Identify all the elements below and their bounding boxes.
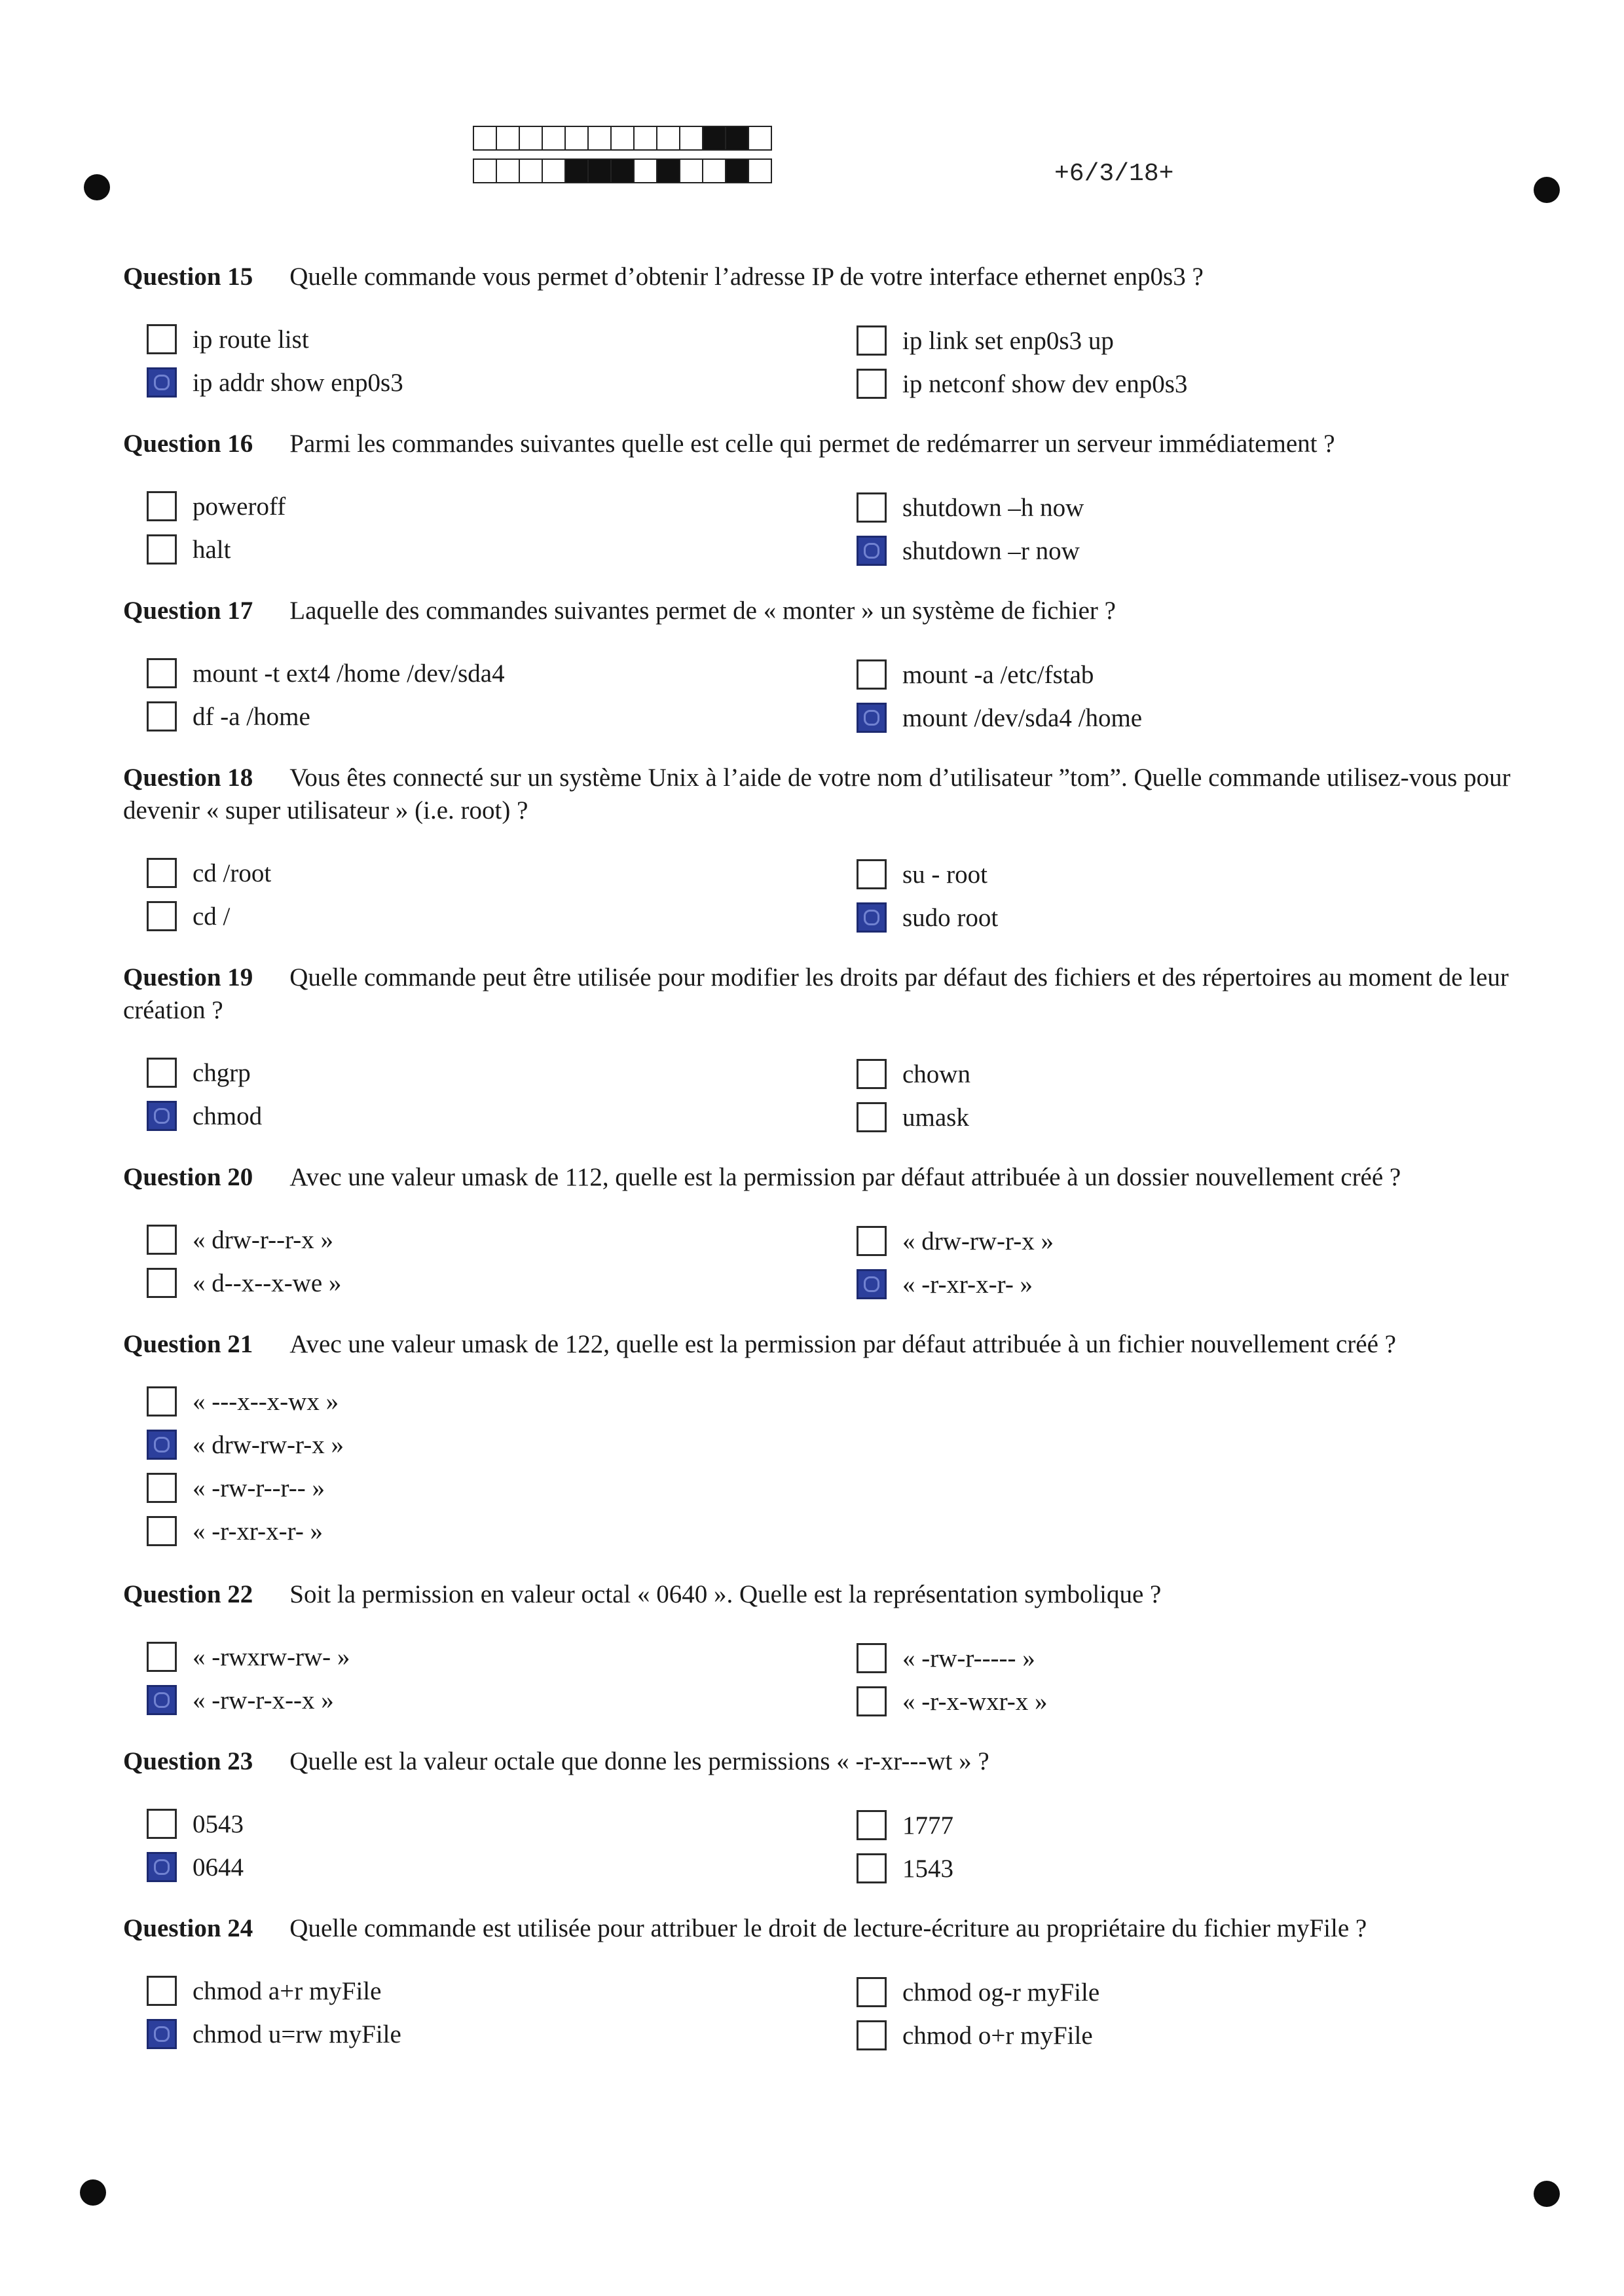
question-header [123,1328,1531,1361]
choice[interactable] [147,699,310,733]
checkbox[interactable] [857,1102,887,1132]
choice-label: mount -t ext4 /home /dev/sda4 [193,659,505,688]
choice-label: « -rwxrw-rw- » [193,1642,350,1671]
checkbox-checked[interactable] [857,703,887,733]
checkbox-checked[interactable] [147,1430,177,1460]
registration-mark-bottom-left [80,2179,106,2206]
checkbox[interactable] [147,1386,177,1416]
choice[interactable] [147,365,403,399]
choice-label: « drw-r--r-x » [193,1225,334,1254]
choice[interactable] [857,324,1114,358]
barcode-cell [496,158,520,183]
choice-label: 0644 [193,1853,244,1881]
question-header [123,261,1531,293]
barcode-cell [679,158,703,183]
choice[interactable] [857,1100,969,1134]
question-header [123,1745,1531,1778]
choice-label: « ---x--x-wx » [193,1387,339,1416]
question-16 [123,428,1531,568]
choice[interactable] [857,701,1142,735]
registration-mark-top-left [84,174,110,200]
barcode-cell [519,126,543,151]
choice-label: chmod u=rw myFile [193,2020,401,2048]
barcode-row-2 [474,158,772,183]
choice-label: shutdown –r now [902,536,1080,565]
choice-label: 0543 [193,1809,244,1838]
choice[interactable] [147,1384,339,1418]
choice-label: « -r-xr-x-r- » [902,1270,1033,1299]
checkbox-checked[interactable] [147,367,177,398]
choice-label: df -a /home [193,702,310,731]
choice-label: chown [902,1060,970,1088]
checkbox[interactable] [147,658,177,688]
choice[interactable] [147,856,271,890]
choice[interactable] [147,899,230,933]
barcode-row-1 [474,126,772,151]
question-24 [123,1912,1531,2052]
barcode-cell [564,126,589,151]
choice-label: mount /dev/sda4 /home [902,703,1143,732]
choice-label: umask [902,1103,969,1132]
choice-label: « -r-xr-x-r- » [193,1517,323,1546]
choice[interactable] [147,532,231,566]
question-text: Quelle commande vous permet d’obtenir l’adresse IP de votre interface ethernet enp0s3 ? [289,263,1204,291]
question-header [123,961,1531,1027]
barcode-cell [748,158,772,183]
question-text: Parmi les commandes suivantes quelle est celle qui permet de redémarrer un serveur immédiatement ? [289,430,1335,458]
choice[interactable] [857,1684,1048,1718]
barcode-cell [748,126,772,151]
question-text: Laquelle des commandes suivantes permet de « monter » un système de fichier ? [289,597,1116,625]
question-number: Question 20 [123,1163,253,1191]
checkbox-checked[interactable] [857,536,887,566]
choice-label: cd /root [193,859,272,887]
barcode-cell [702,158,726,183]
question-15 [123,261,1531,401]
choice[interactable] [147,1683,334,1717]
barcode-cell [725,126,749,151]
barcode-cell [725,158,749,183]
barcode-cell [564,158,589,183]
choice[interactable] [147,1223,333,1257]
question-text: Vous êtes connecté sur un système Unix à l’aide de votre nom d’utilisateur ”tom”. Quelle commande utilisez-vous pour devenir « super utilisateur » (i.e. root) ? [123,764,1511,824]
question-header [123,595,1531,627]
checkbox[interactable] [857,369,887,399]
checkbox[interactable] [857,1977,887,2007]
choice[interactable] [147,1471,325,1505]
choice-label: chmod o+r myFile [902,2021,1093,2050]
checkbox[interactable] [857,1059,887,1089]
barcode-cell [679,126,703,151]
choice[interactable] [857,1851,953,1885]
choice-label: chmod [193,1102,263,1130]
barcode-cell [587,158,612,183]
question-number: Question 16 [123,430,253,458]
barcode-cell [702,126,726,151]
question-header [123,428,1531,460]
barcode-cell [542,126,566,151]
checkbox[interactable] [147,1225,177,1255]
barcode-cell [656,158,680,183]
barcode-cell [656,126,680,151]
choice[interactable] [857,367,1187,401]
question-19 [123,961,1531,1134]
choice-label: « d--x--x-we » [193,1268,342,1297]
checkbox[interactable] [147,534,177,565]
choice-label: « drw-rw-r-x » [193,1430,344,1459]
question-text: Avec une valeur umask de 122, quelle est la permission par défaut attribuée à un fichier nouvellement créé ? [289,1330,1396,1358]
choice-label: « -rw-r----- » [902,1644,1035,1673]
choice[interactable] [857,1975,1099,2009]
question-23 [123,1745,1531,1885]
choice[interactable] [857,900,998,935]
checkbox[interactable] [147,1473,177,1503]
question-header [123,1578,1531,1611]
checkbox[interactable] [147,1809,177,1839]
checkbox[interactable] [857,659,887,690]
question-text: Quelle est la valeur octale que donne les permissions « -r-xr---wt » ? [289,1747,989,1775]
choice[interactable] [147,1974,381,2008]
choice-label: « -r-x-wxr-x » [902,1687,1048,1716]
barcode-cell [610,126,635,151]
checkbox[interactable] [857,859,887,889]
question-number: Question 19 [123,963,253,991]
registration-mark-bottom-right [1534,2181,1560,2207]
choice[interactable] [147,1640,350,1674]
choice[interactable] [147,1428,344,1462]
question-18 [123,762,1531,935]
choice-label: ip netconf show dev enp0s3 [902,369,1188,398]
question-number: Question 22 [123,1580,253,1608]
choice[interactable] [857,1057,970,1091]
choice-label: chmod og-r myFile [902,1978,1100,2007]
choice-label: « drw-rw-r-x » [902,1227,1054,1255]
question-number: Question 18 [123,764,253,792]
checkbox[interactable] [857,1810,887,1840]
registration-mark-top-right [1534,177,1560,203]
barcode-cell [473,126,497,151]
choice-label: shutdown –h now [902,493,1084,522]
choice-label: « -rw-r--r-- » [193,1473,325,1502]
choice[interactable] [857,491,1084,525]
checkbox[interactable] [857,492,887,523]
checkbox[interactable] [857,1643,887,1673]
checkbox[interactable] [147,1058,177,1088]
checkbox[interactable] [147,491,177,521]
checkbox-checked[interactable] [857,1269,887,1299]
choice[interactable] [857,534,1080,568]
barcode-cell [542,158,566,183]
question-17 [123,595,1531,735]
choice-label: 1777 [902,1811,953,1840]
choice-label: ip route list [193,325,309,354]
choice[interactable] [147,1850,244,1884]
choice-label: « -rw-r-x--x » [193,1686,334,1714]
question-header [123,762,1531,827]
question-number: Question 21 [123,1330,253,1358]
choice[interactable] [857,2018,1093,2052]
choice-label: poweroff [193,492,286,521]
question-21 [123,1328,1531,1555]
page-id: +6/3/18+ [1054,160,1174,188]
choice[interactable] [147,2017,401,2051]
checkbox[interactable] [147,1642,177,1672]
checkbox[interactable] [857,1226,887,1256]
choice[interactable] [857,857,987,891]
choice[interactable] [857,1808,953,1842]
question-number: Question 15 [123,263,253,291]
checkbox[interactable] [857,1853,887,1883]
barcode-cell [633,126,657,151]
choice-label: 1543 [902,1854,953,1883]
choice-label: chgrp [193,1058,251,1087]
choice[interactable] [147,322,309,356]
choice-label: sudo root [902,903,999,932]
question-number: Question 17 [123,597,253,625]
choice-label: ip link set enp0s3 up [902,326,1114,355]
checkbox[interactable] [147,1268,177,1298]
choice-label: cd / [193,902,231,931]
question-22 [123,1578,1531,1718]
choice[interactable] [857,1267,1033,1301]
checkbox[interactable] [857,325,887,356]
question-header [123,1161,1531,1194]
choice[interactable] [147,489,286,523]
choice[interactable] [857,1641,1035,1675]
choice[interactable] [147,656,505,690]
checkbox-checked[interactable] [147,1852,177,1882]
question-text: Quelle commande peut être utilisée pour modifier les droits par défaut des fichiers et des répertoires au moment de leur création ? [123,963,1509,1024]
checkbox-checked[interactable] [857,902,887,933]
checkbox[interactable] [857,1686,887,1716]
barcode-cell [519,158,543,183]
checkbox[interactable] [147,1516,177,1546]
barcode-cell [496,126,520,151]
checkbox-checked[interactable] [147,1685,177,1715]
question-text: Avec une valeur umask de 112, quelle est la permission par défaut attribuée à un dossier nouvellement créé ? [289,1163,1401,1191]
choice[interactable] [857,657,1094,692]
choice[interactable] [147,1807,244,1841]
checkbox[interactable] [147,1976,177,2006]
checkbox-checked[interactable] [147,2019,177,2049]
choice-label: ip addr show enp0s3 [193,368,403,397]
choice[interactable] [147,1266,341,1300]
choice-label: mount -a /etc/fstab [902,660,1094,689]
question-number: Question 23 [123,1747,253,1775]
choice-label: chmod a+r myFile [193,1976,382,2005]
question-header [123,1912,1531,1945]
choice-label: halt [193,535,231,564]
checkbox[interactable] [147,901,177,931]
checkbox[interactable] [147,858,177,888]
question-text: Soit la permission en valeur octal « 0640 ». Quelle est la représentation symbolique ? [289,1580,1162,1608]
choice[interactable] [147,1056,251,1090]
question-20 [123,1161,1531,1301]
choice[interactable] [857,1224,1054,1258]
barcode-cell [587,126,612,151]
checkbox[interactable] [147,324,177,354]
checkbox[interactable] [147,701,177,731]
choice-label: su - root [902,860,987,889]
question-number: Question 24 [123,1914,253,1942]
barcode-cell [473,158,497,183]
choice[interactable] [147,1514,323,1548]
barcode-cell [610,158,635,183]
checkbox[interactable] [857,2020,887,2050]
question-text: Quelle commande est utilisée pour attribuer le droit de lecture-écriture au propriétaire du fichier myFile ? [289,1914,1367,1942]
barcode-cell [633,158,657,183]
choice[interactable] [147,1099,262,1133]
checkbox-checked[interactable] [147,1101,177,1131]
